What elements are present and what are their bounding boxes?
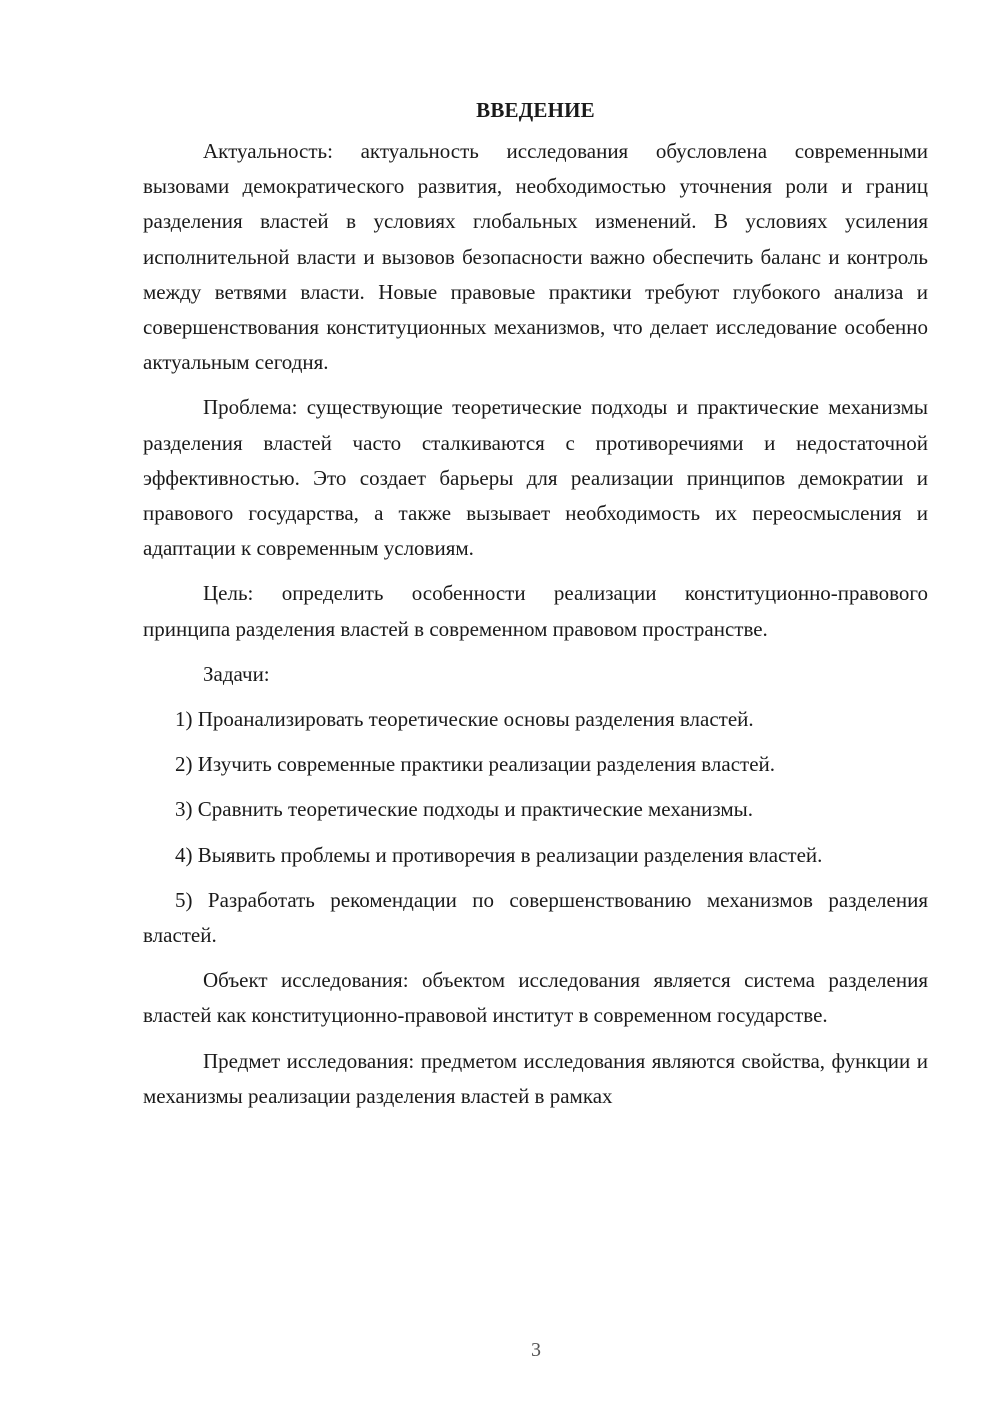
task-item-2: 2) Изучить современные практики реализации разделения властей. bbox=[175, 752, 776, 777]
paragraph-problem: Проблема: существующие теоретические подходы и практические механизмы разделения властей часто сталкиваются с противоречиями и недостаточной эффективностью. Это создает барьеры для реализации принципов демократии и правового государства, а также вызывает необходимость их переосмысления и адаптации к современным условиям. bbox=[143, 395, 928, 561]
task-item-1: 1) Проанализировать теоретические основы разделения властей. bbox=[175, 707, 754, 732]
paragraph-goal: Цель: определить особенности реализации конституционно-правового принципа разделения властей в современном правовом пространстве. bbox=[143, 581, 928, 641]
section-title: ВВЕДЕНИЕ bbox=[476, 98, 595, 122]
task-item-4: 4) Выявить проблемы и противоречия в реализации разделения властей. bbox=[175, 842, 823, 867]
task-item-3: 3) Сравнить теоретические подходы и практические механизмы. bbox=[175, 797, 754, 822]
tasks-heading: Задачи: bbox=[203, 661, 270, 686]
task-item-5: 5) Разработать рекомендации по совершенствованию механизмов разделения властей. bbox=[143, 887, 928, 948]
paragraph-relevance: Актуальность: актуальность исследования обусловлена современными вызовами демократического развития, необходимостью уточнения роли и границ разделения властей в условиях глобальных изменений. В условиях усиления исполнительной власти и вызовов безопасности важно обеспечить баланс и контроль между ветвями власти. Новые правовые практики требуют глубокого анализа и совершенствования конституционных механизмов, что делает исследование особенно актуальным сегодня. bbox=[143, 139, 928, 375]
page-number: 3 bbox=[531, 1339, 541, 1361]
document-body bbox=[143, 92, 928, 1114]
paragraph-subject: Предмет исследования: предметом исследования являются свойства, функции и механизмы реализации разделения властей в рамках bbox=[143, 1048, 928, 1108]
paragraph-object: Объект исследования: объектом исследования является система разделения властей как конституционно-правовой институт в современном государстве. bbox=[143, 968, 928, 1028]
